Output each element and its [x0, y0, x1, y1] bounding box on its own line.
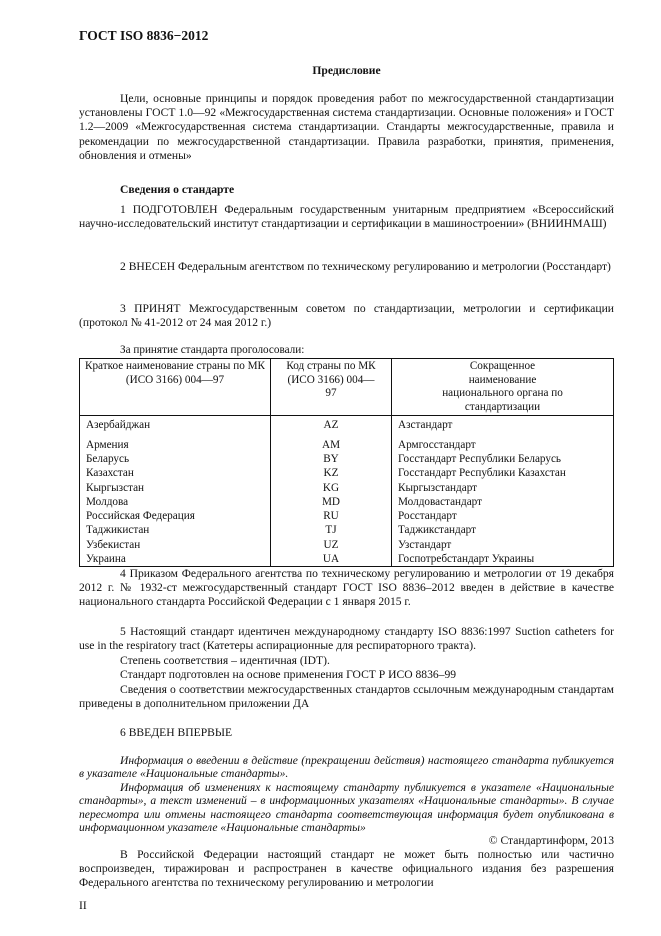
- cell-code: BY: [271, 452, 392, 466]
- table-row: [80, 466, 614, 480]
- table-row: [80, 495, 614, 509]
- table-row: [80, 552, 614, 567]
- table-row: [80, 538, 614, 552]
- item-1: 1 ПОДГОТОВЛЕН Федеральным государственным унитарным предприятием «Всероссийский научно-исследовательский институт стандартизации и сертификации в машиностроении» (ВНИИНМАШ): [79, 203, 614, 231]
- cell-code: MD: [271, 495, 392, 509]
- cell-code: RU: [271, 509, 392, 523]
- cell-code: UZ: [271, 538, 392, 552]
- col-header-country: Краткое наименование страны по МК (ИСО 3166) 004—97: [80, 359, 271, 416]
- intro-paragraph: Цели, основные принципы и порядок проведения работ по межгосударственной стандартизации установлены ГОСТ 1.0—92 «Межгосударственная система стандартизации. Основные положения» и ГОСТ 1.2—2009 «Межгосударственная система стандартизации. Стандарты межгосударственные, правила и рекомендации по межгосударственной стандартизации. Правила разработки, принятия, применения, обновления и отмены»: [79, 92, 614, 162]
- cell-country: Молдова: [80, 495, 271, 509]
- item-5-basis: Стандарт подготовлен на основе применения ГОСТ Р ИСО 8836–99: [120, 668, 457, 681]
- cell-country: Азербайджан: [80, 416, 271, 438]
- cell-country: Казахстан: [80, 466, 271, 480]
- rights-paragraph: В Российской Федерации настоящий стандарт не может быть полностью или частично воспроизведен, тиражирован и распространен в качестве официального издания без разрешения Федерального агентства по техническому регулированию и метрологии: [79, 848, 614, 890]
- cell-code: KG: [271, 481, 392, 495]
- section-title: Предисловие: [312, 64, 381, 77]
- info-heading: Сведения о стандарте: [120, 183, 235, 196]
- cell-body: Кыргызстандарт: [392, 481, 614, 495]
- cell-body: Таджикстандарт: [392, 523, 614, 537]
- cell-body: Молдовастандарт: [392, 495, 614, 509]
- cell-body: Госстандарт Республики Беларусь: [392, 452, 614, 466]
- table-row: [80, 481, 614, 495]
- item-5-degree: Степень соответствия – идентичная (IDT).: [120, 654, 330, 667]
- table-caption: За принятие стандарта проголосовали:: [120, 344, 305, 356]
- cell-country: Армения: [80, 438, 271, 452]
- cell-body: Узстандарт: [392, 538, 614, 552]
- cell-body: Армгосстандарт: [392, 438, 614, 452]
- cell-code: TJ: [271, 523, 392, 537]
- col-header-code: Код страны по МК (ИСО 3166) 004—97: [271, 359, 392, 416]
- cell-country: Российская Федерация: [80, 509, 271, 523]
- copyright: © Стандартинформ, 2013: [488, 834, 614, 847]
- table-row: [80, 452, 614, 466]
- page-number: II: [79, 899, 87, 912]
- cell-code: AM: [271, 438, 392, 452]
- item-4: 4 Приказом Федерального агентства по техническому регулированию и метрологии от 19 декабря 2012 г. № 1932-ст межгосударственный стандарт ГОСТ ISO 8836–2012 введен в действие в качестве национального стандарта Российской Федерации с 1 января 2015 г.: [79, 567, 614, 609]
- table-row: [80, 416, 614, 438]
- cell-country: Узбекистан: [80, 538, 271, 552]
- cell-code: KZ: [271, 466, 392, 480]
- item-6: 6 ВВЕДЕН ВПЕРВЫЕ: [120, 726, 233, 739]
- item-5: 5 Настоящий стандарт идентичен международному стандарту ISO 8836:1997 Suction catheters for use in the respiratory tract (Катетеры аспирационные для респираторного тракта).: [79, 625, 614, 653]
- cell-code: UA: [271, 552, 392, 567]
- item-5-annex: Сведения о соответствии межгосударственных стандартов ссылочным международным стандартам приведены в дополнительном приложении ДА: [79, 683, 614, 711]
- table-row: [80, 438, 614, 452]
- cell-country: Украина: [80, 552, 271, 567]
- notice-1: Информация о введении в действие (прекращении действия) настоящего стандарта публикуется в указателе «Национальные стандарты».: [79, 754, 614, 781]
- cell-country: Кыргызстан: [80, 481, 271, 495]
- cell-body: Азстандарт: [392, 416, 614, 438]
- cell-code: AZ: [271, 416, 392, 438]
- cell-country: Беларусь: [80, 452, 271, 466]
- cell-country: Таджикистан: [80, 523, 271, 537]
- document-header: ГОСТ ISO 8836−2012: [79, 28, 209, 43]
- notice-2: Информация об изменениях к настоящему стандарту публикуется в указателе «Национальные стандарты», а текст изменений – в информационных указателях «Национальные стандарты». В случае пересмотра или отмены настоящего стандарта соответствующая информация будет опубликована в информационном указателе «Национальные стандарты»: [79, 781, 614, 835]
- table-row: [80, 509, 614, 523]
- cell-body: Госстандарт Республики Казахстан: [392, 466, 614, 480]
- cell-body: Росстандарт: [392, 509, 614, 523]
- cell-body: Госпотребстандарт Украины: [392, 552, 614, 567]
- table-row: [80, 523, 614, 537]
- voting-table: [79, 358, 614, 567]
- item-3: 3 ПРИНЯТ Межгосударственным советом по стандартизации, метрологии и сертификации (протокол № 41-2012 от 24 мая 2012 г.): [79, 302, 614, 330]
- col-header-body: Сокращенное наименование национального органа по стандартизации: [392, 359, 614, 416]
- item-2: 2 ВНЕСЕН Федеральным агентством по техническому регулированию и метрологии (Росстандарт): [120, 260, 611, 273]
